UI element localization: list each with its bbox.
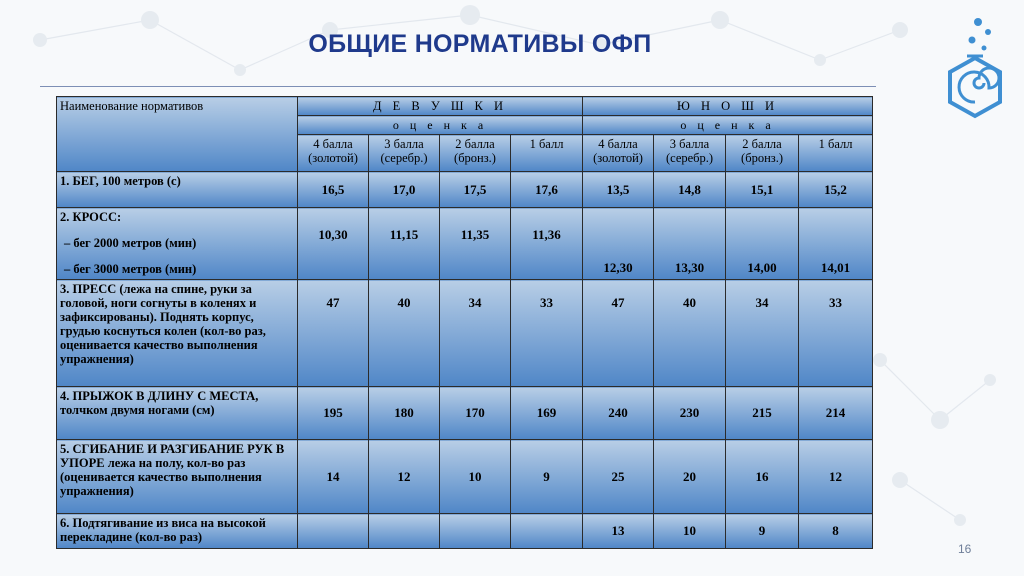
value-cell: 11,15 — [369, 208, 440, 280]
value-cell: 16,5 — [298, 172, 369, 208]
value-cell: 170 — [440, 387, 511, 440]
grade-header: 1 балл — [511, 135, 583, 172]
value-cell: 33 — [511, 280, 583, 387]
value-cell: 47 — [583, 280, 654, 387]
value-cell: 40 — [369, 280, 440, 387]
value-cell: 14 — [298, 440, 369, 514]
value-cell: 15,1 — [726, 172, 799, 208]
value-cell: 9 — [726, 514, 799, 549]
norm-name-title: 2. КРОСС: — [60, 210, 122, 224]
norms-table — [56, 96, 873, 549]
value-cell: 10 — [440, 440, 511, 514]
value-cell: 25 — [583, 440, 654, 514]
norm-name: 1. БЕГ, 100 метров (с) — [57, 172, 298, 208]
table-row — [57, 440, 873, 514]
norm-name: 3. ПРЕСС (лежа на спине, руки за головой, ноги согнуты в коленях и зафиксированы). Поднять корпус, грудью коснуться колен (кол-во раз, оценивается качество выполнения упражнения) — [57, 280, 298, 387]
value-cell: 17,0 — [369, 172, 440, 208]
grade-header: 2 балла (бронз.) — [440, 135, 511, 172]
value-cell: 14,01 — [799, 208, 873, 280]
value-cell: 13 — [583, 514, 654, 549]
value-cell: 214 — [799, 387, 873, 440]
value-cell: 40 — [654, 280, 726, 387]
value-cell: 20 — [654, 440, 726, 514]
grade-header: 3 балла (серебр.) — [654, 135, 726, 172]
value-cell: 13,30 — [654, 208, 726, 280]
value-cell: 12 — [799, 440, 873, 514]
value-cell: 12 — [369, 440, 440, 514]
table-row — [57, 387, 873, 440]
value-cell: 17,5 — [440, 172, 511, 208]
value-cell — [511, 514, 583, 549]
value-cell — [440, 514, 511, 549]
value-cell: 11,36 — [511, 208, 583, 280]
value-cell: 240 — [583, 387, 654, 440]
value-cell: 180 — [369, 387, 440, 440]
value-cell: 13,5 — [583, 172, 654, 208]
flask-spiral-logo-icon — [940, 12, 1010, 124]
norm-name-line1: – бег 2000 метров (мин) — [64, 236, 197, 250]
value-cell: 47 — [298, 280, 369, 387]
norm-name-line2: – бег 3000 метров (мин) — [64, 262, 197, 276]
grade-header: 4 балла (золотой) — [583, 135, 654, 172]
grade-header: 4 балла (золотой) — [298, 135, 369, 172]
page-number: 16 — [958, 542, 972, 556]
group-header-girls: Д Е В У Ш К И — [298, 97, 583, 116]
norm-name: 6. Подтягивание из виса на высокой перекладине (кол-во раз) — [57, 514, 298, 549]
norm-name: 4. ПРЫЖОК В ДЛИНУ С МЕСТА, толчком двумя ногами (см) — [57, 387, 298, 440]
group-header-boys: Ю Н О Ш И — [583, 97, 873, 116]
value-cell — [369, 514, 440, 549]
value-cell: 169 — [511, 387, 583, 440]
table-row — [57, 172, 873, 208]
value-cell: 11,35 — [440, 208, 511, 280]
norm-name: 5. СГИБАНИЕ И РАЗГИБАНИЕ РУК В УПОРЕ лежа на полу, кол-во раз (оценивается качество выполнения упражнения) — [57, 440, 298, 514]
value-cell: 195 — [298, 387, 369, 440]
value-cell: 230 — [654, 387, 726, 440]
value-cell: 12,30 — [583, 208, 654, 280]
grade-header: 3 балла (серебр.) — [369, 135, 440, 172]
value-cell: 17,6 — [511, 172, 583, 208]
value-cell: 215 — [726, 387, 799, 440]
value-cell: 34 — [440, 280, 511, 387]
value-cell: 33 — [799, 280, 873, 387]
title-underline — [40, 86, 876, 87]
table-row — [57, 514, 873, 549]
column-header-name: Наименование нормативов — [57, 97, 298, 172]
value-cell: 10 — [654, 514, 726, 549]
value-cell: 10,30 — [298, 208, 369, 280]
table-row — [57, 208, 873, 280]
value-cell: 15,2 — [799, 172, 873, 208]
table-row — [57, 280, 873, 387]
subheader-boys-grade: о ц е н к а — [583, 116, 873, 135]
value-cell: 34 — [726, 280, 799, 387]
value-cell: 16 — [726, 440, 799, 514]
subheader-girls-grade: о ц е н к а — [298, 116, 583, 135]
value-cell — [298, 514, 369, 549]
grade-header: 1 балл — [799, 135, 873, 172]
value-cell: 9 — [511, 440, 583, 514]
value-cell: 8 — [799, 514, 873, 549]
grade-header: 2 балла (бронз.) — [726, 135, 799, 172]
value-cell: 14,00 — [726, 208, 799, 280]
value-cell: 14,8 — [654, 172, 726, 208]
norm-name — [57, 208, 298, 280]
page-title: ОБЩИЕ НОРМАТИВЫ ОФП — [308, 30, 652, 58]
